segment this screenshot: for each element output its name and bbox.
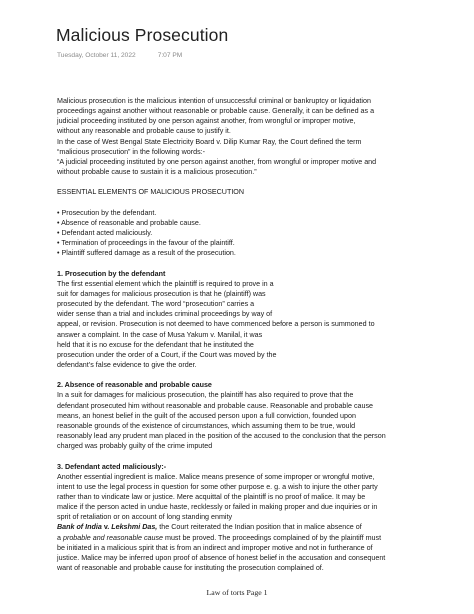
paragraph-line: rather than to vindicate law or justice. Mere acquittal of the plaintiff is no proof of malice. It may be — [57, 493, 366, 502]
intro-line: judicial proceeding instituted by one person against another, from wrongful or improper motive, — [57, 117, 356, 126]
paragraph-line: held that it is no excuse for the defendant that he instituted the — [57, 340, 254, 349]
section-3-heading: 3. Defendant acted maliciously:- — [57, 462, 167, 471]
essentials-list — [57, 208, 449, 259]
paragraph-line: Another essential ingredient is malice. Malice means presence of some improper or wrongful motive, — [57, 472, 375, 481]
paragraph-line: suit for damages for malicious prosecution is that he (plaintiff) was — [57, 289, 266, 298]
intro-line: In the case of West Bengal State Electricity Board v. Dilip Kumar Ray, the Court defined the term — [57, 137, 362, 146]
paragraph-line: The first essential element which the plaintiff is required to prove in a — [57, 279, 274, 288]
case-versus: v. — [103, 523, 112, 532]
list-item: • Prosecution by the defendant. — [57, 208, 157, 217]
intro-line: without any reasonable and probable cause to justify it. — [57, 127, 231, 136]
paragraph-line — [57, 533, 449, 543]
paragraph-line: reasonably lead any prudent man placed in the position of the accused to the conclusion that the person — [57, 432, 386, 441]
paragraph-line: defendant’s false evidence to give the order. — [57, 361, 197, 370]
italic-phrase: probable and reasonable cause — [62, 533, 164, 542]
list-item: • Absence of reasonable and probable cause. — [57, 218, 201, 227]
paragraph-line: sprit of retaliation or on account of long standing enmity — [57, 513, 233, 522]
paragraph-line: reasonable grounds of the existence of circumstances, which assuming them to be true, would — [57, 421, 356, 430]
paragraph-line: means, an honest belief in the guilt of the accused person upon a full conviction, founded upon — [57, 411, 356, 420]
list-item: • Plaintiff suffered damage as a result of the prosecution. — [57, 249, 236, 258]
line-prefix: a — [57, 533, 63, 542]
section-2-paragraph — [57, 390, 449, 451]
paragraph-line: defendant prosecuted him without reasonable and probable cause. Reasonable and probable cause — [57, 401, 374, 410]
section-1-heading: 1. Prosecution by the defendant — [57, 269, 166, 278]
intro-line: “A judicial proceeding instituted by one person against another, from wrongful or improper motive and — [57, 157, 377, 166]
page-footer: Law of torts Page 1 — [206, 588, 268, 597]
document-body — [57, 96, 449, 573]
intro-line: “malicious prosecution” in the following words:- — [57, 147, 206, 156]
paragraph-line: prosecution under the order of a Court, if the Court was moved by the — [57, 350, 277, 359]
section-3-paragraph — [57, 472, 449, 574]
line-rest: must be proved. The proceedings complained of by the plaintiff must — [163, 533, 382, 542]
page-date: Tuesday, October 11, 2022 — [57, 52, 136, 59]
paragraph-line: malice if the person acted in undue haste, recklessly or failed in making proper and due inquiries or in — [57, 503, 378, 512]
paragraph-line: prosecuted by the defendant. The word “prosecution” carries a — [57, 300, 255, 309]
paragraph-line: wider sense than a trial and includes criminal proceedings by way of — [57, 310, 273, 319]
case-rest: the Court reiterated the Indian position that in malice absence of — [157, 523, 362, 532]
paragraph-line: charged was probably guilty of the crime imputed — [57, 442, 213, 451]
list-item: • Termination of proceedings in the favour of the plaintiff. — [57, 239, 235, 248]
intro-line: Malicious prosecution is the malicious intention of unsuccessful criminal or bankruptcy or liquidation — [57, 97, 371, 105]
paragraph-line: intent to use the legal process in question for some other purpose e. g. a wish to injure the other party — [57, 482, 378, 491]
paragraph-line: appeal, or revision. Prosecution is not deemed to have commenced before a person is summoned to — [57, 320, 375, 329]
intro-line: without probable cause to sustain it is a malicious prosecution.” — [57, 168, 257, 177]
section-1-paragraph — [57, 279, 449, 370]
paragraph-line: want of reasonable and probable cause for instituting the prosecution complained of. — [57, 564, 324, 573]
essentials-heading: ESSENTIAL ELEMENTS OF MALICIOUS PROSECUTION — [57, 188, 245, 197]
paragraph-line: be initiated in a malicious spirit that is from an indirect and improper motive and not in furtherance of — [57, 543, 373, 552]
case-name-a: Bank of India — [57, 523, 104, 532]
case-citation-line — [57, 522, 449, 532]
paragraph-line: In a suit for damages for malicious prosecution, the plaintiff has also required to prove that the — [57, 391, 354, 400]
list-item: • Defendant acted maliciously. — [57, 229, 153, 237]
page-title: Malicious Prosecution — [56, 25, 229, 45]
intro-line: proceedings against another without reasonable or probable cause. Generally, it can be defined as a — [57, 107, 375, 116]
intro-paragraph — [57, 96, 449, 177]
case-name-b: Lekshmi Das, — [111, 523, 158, 532]
page-meta — [57, 52, 182, 59]
paragraph-line: answer a complaint. In the case of Musa Yakum v. Manilal, it was — [57, 330, 263, 339]
page-time: 7:07 PM — [157, 52, 183, 59]
paragraph-line: justice. Malice may be inferred upon proof of absence of honest belief in the accusation and consequent — [57, 553, 386, 562]
section-2-heading: 2. Absence of reasonable and probable cause — [57, 381, 212, 390]
